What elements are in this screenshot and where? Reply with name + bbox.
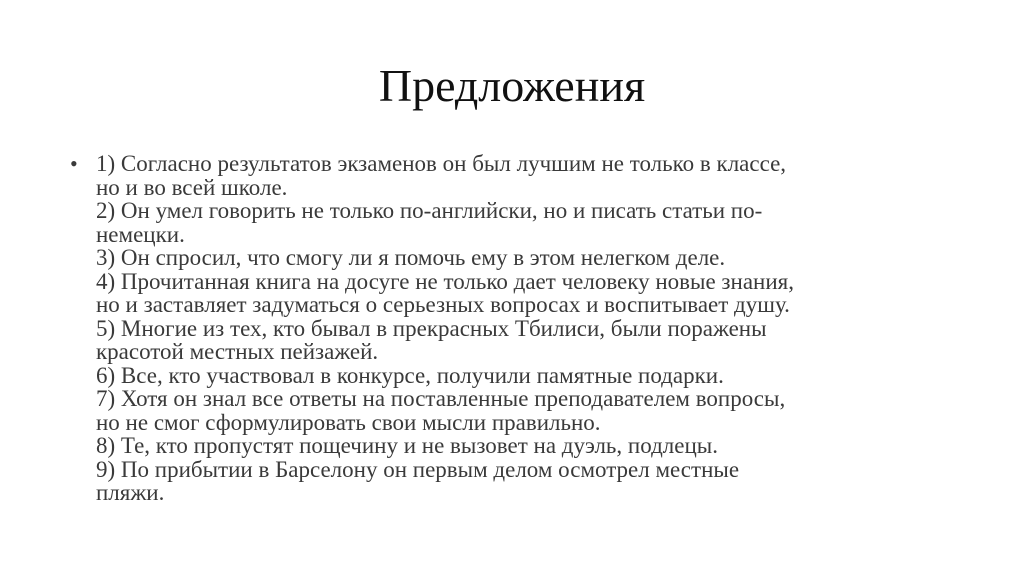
slide-title: Предложения [378, 60, 646, 111]
text-line: пляжи. [96, 480, 165, 505]
text-line: 5) Многие из тех, кто бывал в прекрасных Тбилиси, были поражены [96, 315, 767, 341]
text-line: 4) Прочитанная книга на досуге не только дает человеку новые знания, [96, 268, 794, 294]
text-line: но и заставляет задуматься о серьезных вопросах и воспитывает душу. [96, 292, 790, 317]
text-line: но и во всей школе. [96, 174, 288, 200]
text-line: красотой местных пейзажей. [96, 339, 379, 364]
text-line: 6) Все, кто участвовал в конкурсе, получили памятные подарки. [96, 362, 724, 388]
text-line: немецки. [96, 221, 185, 247]
text-line: 8) Те, кто пропустят пощечину и не вызовет на дуэль, подлецы. [96, 433, 718, 458]
bullet-marker: • [70, 151, 78, 176]
text-line: 3) Он спросил, что смогу ли я помочь ему в этом нелегком деле. [96, 245, 726, 270]
text-line: 7) Хотя он знал все ответы на поставленные преподавателем вопросы, [96, 386, 786, 411]
text-line: 1) Согласно результатов экзаменов он был лучшим не только в классе, [96, 151, 787, 176]
text-line: 9) По прибытии в Барселону он первым делом осмотрел местные [96, 456, 740, 482]
text-line: но не смог сформулировать свои мысли правильно. [96, 409, 601, 435]
sentence-list [96, 152, 966, 505]
text-line: 2) Он умел говорить не только по-английски, но и писать статьи по- [96, 198, 763, 223]
